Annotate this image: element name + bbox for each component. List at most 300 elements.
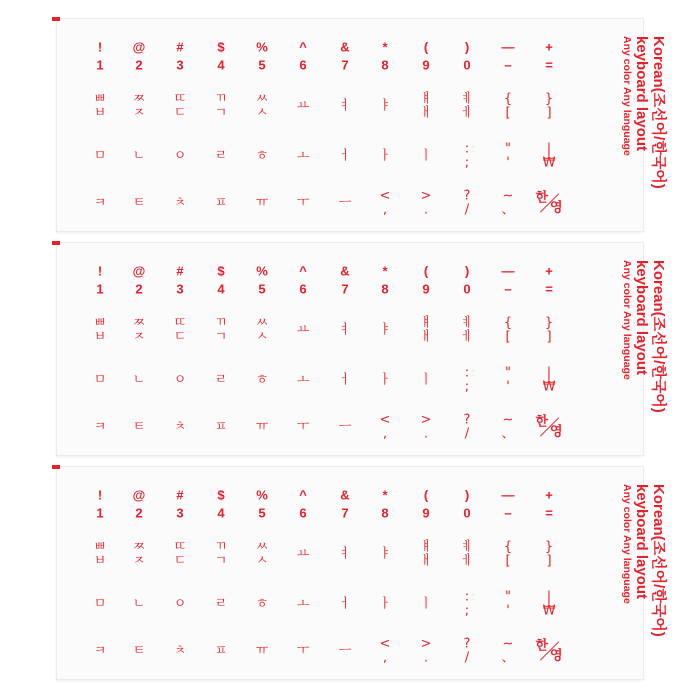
key-upper-label: * xyxy=(382,39,388,55)
key-lower-label: [ xyxy=(505,553,511,569)
key-lower-label: 8 xyxy=(381,281,389,297)
key-upper-label: $ xyxy=(217,263,225,279)
key-lower-label: ; xyxy=(464,603,470,619)
key-lower-label: ㅛ xyxy=(296,322,310,338)
key-lower-label: 4 xyxy=(217,505,225,521)
key-sticker xyxy=(256,41,268,72)
key-sticker xyxy=(174,150,187,163)
key-sticker xyxy=(256,150,269,163)
key-upper-label: & xyxy=(340,39,350,55)
key-lower-label: ㅜ xyxy=(296,419,310,435)
key-sticker xyxy=(94,150,107,163)
key-sticker xyxy=(256,374,269,387)
key-sticker xyxy=(94,317,107,344)
key-upper-label: ~ xyxy=(502,412,514,428)
key-upper-label: ( xyxy=(423,39,429,55)
key-sticker xyxy=(461,93,474,120)
key-sticker xyxy=(96,265,103,296)
key-lower-label: ㅣ xyxy=(419,372,433,388)
key-sticker xyxy=(464,190,471,217)
key-lower-label: ㅌ xyxy=(132,419,146,435)
key-sticker xyxy=(94,541,107,568)
key-lower-label: ㅁ xyxy=(93,372,107,388)
key-sticker xyxy=(174,645,187,658)
key-sticker xyxy=(297,197,310,210)
key-sticker xyxy=(379,548,392,561)
key-lower-label: [ xyxy=(505,105,511,121)
key-lower-label: 9 xyxy=(422,505,430,521)
key-upper-label: ^ xyxy=(299,487,307,503)
key-upper-label: } xyxy=(544,539,554,555)
key-lower-label: . xyxy=(423,202,429,218)
key-sticker xyxy=(421,638,432,665)
key-upper-label: : xyxy=(464,141,470,157)
key-lower-label: 、 xyxy=(501,650,515,666)
layout-title xyxy=(587,36,667,236)
key-upper-label: { xyxy=(503,91,513,107)
key-lower-label: ₩ xyxy=(542,155,556,171)
key-upper-label: ^ xyxy=(299,263,307,279)
key-lower-label: ㅡ xyxy=(338,195,352,211)
key-sticker xyxy=(505,591,511,618)
key-sticker xyxy=(340,41,349,72)
key-sticker xyxy=(297,598,310,611)
key-upper-label: ㅉ xyxy=(132,315,146,331)
key-upper-label: < xyxy=(379,188,391,204)
key-sticker xyxy=(215,541,228,568)
key-upper-label: * xyxy=(382,487,388,503)
key-lower-label: ; xyxy=(464,379,470,395)
key-lower-label: 영 xyxy=(550,200,563,216)
key-lower-label: 6 xyxy=(299,57,307,73)
key-lower-label: ㅗ xyxy=(296,596,310,612)
key-sticker xyxy=(379,100,392,113)
key-lower-label: ㄴ xyxy=(132,148,146,164)
key-sticker xyxy=(133,317,146,344)
key-upper-label: ㅖ xyxy=(460,91,474,107)
key-lower-label: ㅕ xyxy=(338,546,352,562)
key-lower-label: ㅌ xyxy=(132,643,146,659)
key-lower-label: 3 xyxy=(176,57,184,73)
key-sticker xyxy=(504,93,512,120)
key-lower-label: ㅂ xyxy=(93,105,107,121)
key-lower-label: ㅠ xyxy=(255,643,269,659)
key-upper-label: ? xyxy=(463,636,471,652)
key-upper-label: ㅃ xyxy=(93,315,107,331)
key-sticker xyxy=(215,317,228,344)
key-upper-label: % xyxy=(256,39,268,55)
key-sticker xyxy=(215,645,228,658)
key-sticker xyxy=(256,265,268,296)
key-sticker xyxy=(339,100,352,113)
key-upper-label: — xyxy=(501,263,515,279)
key-sticker xyxy=(297,548,310,561)
key-lower-label: 3 xyxy=(176,281,184,297)
key-upper-label: & xyxy=(340,263,350,279)
key-sticker xyxy=(545,93,553,120)
key-upper-label: ) xyxy=(464,487,470,503)
key-upper-label: ㄸ xyxy=(173,539,187,555)
key-upper-label: % xyxy=(256,263,268,279)
key-sticker xyxy=(94,374,107,387)
key-sticker xyxy=(380,414,391,441)
key-lower-label: ㅂ xyxy=(93,553,107,569)
key-upper-label: : xyxy=(464,589,470,605)
key-upper-label: " xyxy=(505,365,511,381)
layout-title-line: Any color Any language xyxy=(621,484,633,604)
key-sticker xyxy=(420,317,433,344)
key-sticker xyxy=(297,645,310,658)
key-sticker xyxy=(464,414,471,441)
key-lower-label: ㅛ xyxy=(296,98,310,114)
key-sticker xyxy=(463,265,470,296)
key-upper-label: ㅆ xyxy=(255,539,269,555)
key-lower-label: ㅡ xyxy=(338,643,352,659)
key-sticker xyxy=(94,197,107,210)
key-lower-label: 6 xyxy=(299,505,307,521)
key-upper-label: + xyxy=(545,487,553,503)
key-upper-label: 한 xyxy=(535,638,548,654)
key-sticker xyxy=(94,93,107,120)
key-sticker xyxy=(504,317,512,344)
key-sticker xyxy=(217,41,224,72)
key-lower-label: ㅓ xyxy=(338,372,352,388)
key-sticker xyxy=(465,143,469,170)
key-lower-label: ㅅ xyxy=(255,329,269,345)
key-lower-label: / xyxy=(464,650,470,666)
key-sticker xyxy=(420,374,433,387)
key-lower-label: ] xyxy=(546,553,552,569)
key-sticker xyxy=(133,374,146,387)
key-sticker xyxy=(535,190,563,216)
key-lower-label: ㅊ xyxy=(173,195,187,211)
key-lower-label: ㅓ xyxy=(338,596,352,612)
key-upper-label: ㅖ xyxy=(460,315,474,331)
key-lower-label: ㅋ xyxy=(93,419,107,435)
key-lower-label: 영 xyxy=(550,424,563,440)
key-upper-label: > xyxy=(420,412,432,428)
key-lower-label: ㅗ xyxy=(296,372,310,388)
key-lower-label: 4 xyxy=(217,57,225,73)
key-sticker xyxy=(256,317,269,344)
key-lower-label: 0 xyxy=(463,57,471,73)
key-lower-label: ㅈ xyxy=(132,553,146,569)
key-sticker xyxy=(379,374,392,387)
key-lower-label: ㅠ xyxy=(255,419,269,435)
key-lower-label: ㅏ xyxy=(378,148,392,164)
key-lower-label: ㅎ xyxy=(255,372,269,388)
key-upper-label: ㄸ xyxy=(173,315,187,331)
key-sticker xyxy=(535,414,563,440)
key-upper-label: ( xyxy=(423,487,429,503)
key-upper-label: | xyxy=(546,365,552,381)
key-upper-label: ㄲ xyxy=(214,315,228,331)
sheet-edge-marker xyxy=(52,17,60,21)
key-sticker xyxy=(133,421,146,434)
key-sticker xyxy=(174,421,187,434)
key-lower-label: ㄱ xyxy=(214,329,228,345)
key-lower-label: 2 xyxy=(135,505,143,521)
key-upper-label: ㅃ xyxy=(93,539,107,555)
key-upper-label: ㅉ xyxy=(132,539,146,555)
layout-title xyxy=(587,484,667,684)
key-sticker xyxy=(133,265,146,296)
key-lower-label: – xyxy=(504,281,512,297)
key-sticker xyxy=(94,645,107,658)
key-sticker xyxy=(380,638,391,665)
key-sticker xyxy=(535,638,563,664)
key-upper-label: ㄲ xyxy=(214,91,228,107)
key-lower-label: ] xyxy=(546,105,552,121)
key-sticker xyxy=(420,541,433,568)
key-upper-label: ) xyxy=(464,263,470,279)
layout-title-line: Any color Any language xyxy=(621,36,633,156)
key-sticker xyxy=(297,374,310,387)
key-upper-label: # xyxy=(176,39,184,55)
key-sticker xyxy=(543,367,556,394)
key-lower-label: = xyxy=(545,281,553,297)
key-sticker xyxy=(215,421,228,434)
key-sticker xyxy=(464,638,471,665)
key-lower-label: ㅍ xyxy=(214,195,228,211)
key-upper-label: > xyxy=(420,188,432,204)
key-sticker xyxy=(501,414,514,441)
key-sticker xyxy=(299,489,307,520)
key-lower-label: ㄴ xyxy=(132,372,146,388)
key-sticker xyxy=(133,93,146,120)
key-sticker xyxy=(256,421,269,434)
key-upper-label: ㅉ xyxy=(132,91,146,107)
key-upper-label: * xyxy=(382,263,388,279)
key-upper-label: ! xyxy=(97,263,103,279)
layout-title-line: keyboard layout xyxy=(633,260,650,376)
key-lower-label: 7 xyxy=(341,505,349,521)
key-sticker xyxy=(94,598,107,611)
key-sticker xyxy=(215,150,228,163)
key-lower-label: . xyxy=(423,426,429,442)
key-lower-label: ㅍ xyxy=(214,419,228,435)
key-lower-label: , xyxy=(382,650,388,666)
key-lower-label: ㅔ xyxy=(460,329,474,345)
key-sticker xyxy=(501,190,514,217)
key-sticker xyxy=(545,41,553,72)
key-lower-label: ㅇ xyxy=(173,372,187,388)
key-sticker xyxy=(501,638,514,665)
key-lower-label: 5 xyxy=(258,57,266,73)
key-sticker xyxy=(256,645,269,658)
key-upper-label: @ xyxy=(132,39,146,55)
key-sticker xyxy=(543,143,556,170)
key-upper-label: < xyxy=(379,412,391,428)
key-lower-label: ㄹ xyxy=(214,596,228,612)
key-sticker xyxy=(96,489,103,520)
key-sticker xyxy=(421,414,432,441)
key-lower-label: 5 xyxy=(258,281,266,297)
key-lower-label: ㅍ xyxy=(214,643,228,659)
key-lower-label: – xyxy=(504,505,512,521)
key-sticker xyxy=(215,374,228,387)
key-lower-label: ㄹ xyxy=(214,372,228,388)
sticker-sheet xyxy=(56,242,667,456)
key-lower-label: ㄷ xyxy=(173,329,187,345)
key-upper-label: ㅆ xyxy=(255,91,269,107)
key-sticker xyxy=(543,591,556,618)
key-upper-label: $ xyxy=(217,487,225,503)
key-upper-label: ㄲ xyxy=(214,539,228,555)
key-sticker xyxy=(502,489,515,520)
key-lower-label: 3 xyxy=(176,505,184,521)
key-upper-label: ^ xyxy=(299,39,307,55)
key-sticker xyxy=(545,265,553,296)
key-lower-label: 2 xyxy=(135,281,143,297)
key-lower-label: ㅏ xyxy=(378,596,392,612)
key-upper-label: ~ xyxy=(502,636,514,652)
key-lower-label: 1 xyxy=(96,57,104,73)
key-lower-label: ㅠ xyxy=(255,195,269,211)
key-sticker xyxy=(174,374,187,387)
key-sticker xyxy=(379,150,392,163)
key-upper-label: ) xyxy=(464,39,470,55)
key-upper-label: ? xyxy=(463,188,471,204)
key-upper-label: } xyxy=(544,91,554,107)
key-upper-label: ! xyxy=(97,487,103,503)
key-lower-label: ㄹ xyxy=(214,148,228,164)
sheet-edge-marker xyxy=(52,241,60,245)
key-upper-label: @ xyxy=(132,487,146,503)
key-sticker xyxy=(420,598,433,611)
key-lower-label: 1 xyxy=(96,505,104,521)
key-sticker xyxy=(502,265,515,296)
key-lower-label: 6 xyxy=(299,281,307,297)
key-lower-label: = xyxy=(545,57,553,73)
key-lower-label: ㅜ xyxy=(296,195,310,211)
key-sticker xyxy=(176,489,183,520)
key-sticker xyxy=(133,489,146,520)
key-lower-label: ㅁ xyxy=(93,596,107,612)
key-lower-label: 、 xyxy=(501,202,515,218)
key-sticker xyxy=(505,367,511,394)
key-lower-label: 9 xyxy=(422,57,430,73)
key-sticker xyxy=(176,265,183,296)
key-lower-label: 9 xyxy=(422,281,430,297)
key-sticker xyxy=(217,489,224,520)
key-sticker xyxy=(502,41,515,72)
key-lower-label: 、 xyxy=(501,426,515,442)
key-lower-label: / xyxy=(464,426,470,442)
key-lower-label: 8 xyxy=(381,505,389,521)
key-sticker xyxy=(133,598,146,611)
key-sticker xyxy=(215,93,228,120)
key-sticker xyxy=(379,598,392,611)
key-sticker xyxy=(96,41,103,72)
key-lower-label: ㅐ xyxy=(419,329,433,345)
key-upper-label: } xyxy=(544,315,554,331)
key-sticker xyxy=(339,421,352,434)
key-sticker xyxy=(174,317,187,344)
key-upper-label: { xyxy=(503,539,513,555)
key-lower-label: ' xyxy=(506,155,510,171)
key-lower-label: ㄷ xyxy=(173,105,187,121)
key-upper-label: ? xyxy=(463,412,471,428)
key-upper-label: & xyxy=(340,487,350,503)
key-upper-label: | xyxy=(546,141,552,157)
key-lower-label: ㅊ xyxy=(173,643,187,659)
key-lower-label: ㅕ xyxy=(338,322,352,338)
key-lower-label: 0 xyxy=(463,281,471,297)
key-lower-label: ㅈ xyxy=(132,329,146,345)
key-upper-label: ! xyxy=(97,39,103,55)
key-sticker xyxy=(299,265,307,296)
key-lower-label: , xyxy=(382,426,388,442)
key-upper-label: % xyxy=(256,487,268,503)
key-sticker xyxy=(339,645,352,658)
key-upper-label: 한 xyxy=(535,414,548,430)
key-lower-label: ㅇ xyxy=(173,148,187,164)
key-sticker xyxy=(422,41,429,72)
key-lower-label: ㅛ xyxy=(296,546,310,562)
key-upper-label: { xyxy=(503,315,513,331)
key-sticker xyxy=(256,541,269,568)
key-lower-label: 8 xyxy=(381,57,389,73)
key-sticker xyxy=(133,197,146,210)
key-sticker xyxy=(465,591,469,618)
key-upper-label: # xyxy=(176,487,184,503)
key-upper-label: " xyxy=(505,589,511,605)
key-sticker xyxy=(217,265,224,296)
key-sticker xyxy=(256,489,268,520)
key-upper-label: + xyxy=(545,263,553,279)
key-lower-label: 영 xyxy=(550,648,563,664)
key-upper-label: # xyxy=(176,263,184,279)
key-lower-label: ㅑ xyxy=(378,322,392,338)
key-upper-label: | xyxy=(546,589,552,605)
key-lower-label: ㅗ xyxy=(296,148,310,164)
key-lower-label: ₩ xyxy=(542,379,556,395)
key-sticker xyxy=(256,197,269,210)
key-lower-label: ㅋ xyxy=(93,643,107,659)
key-upper-label: ㅒ xyxy=(419,315,433,331)
layout-title-line: keyboard layout xyxy=(633,36,650,152)
key-lower-label: ㅋ xyxy=(93,195,107,211)
key-lower-label: = xyxy=(545,505,553,521)
key-sticker xyxy=(380,190,391,217)
key-lower-label: ' xyxy=(506,603,510,619)
key-upper-label: 한 xyxy=(535,190,548,206)
key-sticker xyxy=(505,143,511,170)
key-upper-label: < xyxy=(379,636,391,652)
key-upper-label: ㅃ xyxy=(93,91,107,107)
layout-title-line: Korean(조선어/한국어) xyxy=(650,36,667,189)
key-sticker xyxy=(461,317,474,344)
key-sticker xyxy=(422,489,429,520)
key-lower-label: ㅌ xyxy=(132,195,146,211)
key-sticker xyxy=(174,598,187,611)
key-lower-label: 0 xyxy=(463,505,471,521)
key-sticker xyxy=(381,265,388,296)
key-sticker xyxy=(256,598,269,611)
key-lower-label: 1 xyxy=(96,281,104,297)
key-lower-label: [ xyxy=(505,329,511,345)
layout-title-line: keyboard layout xyxy=(633,484,650,600)
key-sticker xyxy=(297,100,310,113)
key-sticker xyxy=(174,541,187,568)
key-sticker xyxy=(133,41,146,72)
key-lower-label: ㅊ xyxy=(173,419,187,435)
key-upper-label: : xyxy=(464,365,470,381)
key-sticker xyxy=(256,93,269,120)
key-lower-label: ㅑ xyxy=(378,546,392,562)
key-sticker xyxy=(381,41,388,72)
